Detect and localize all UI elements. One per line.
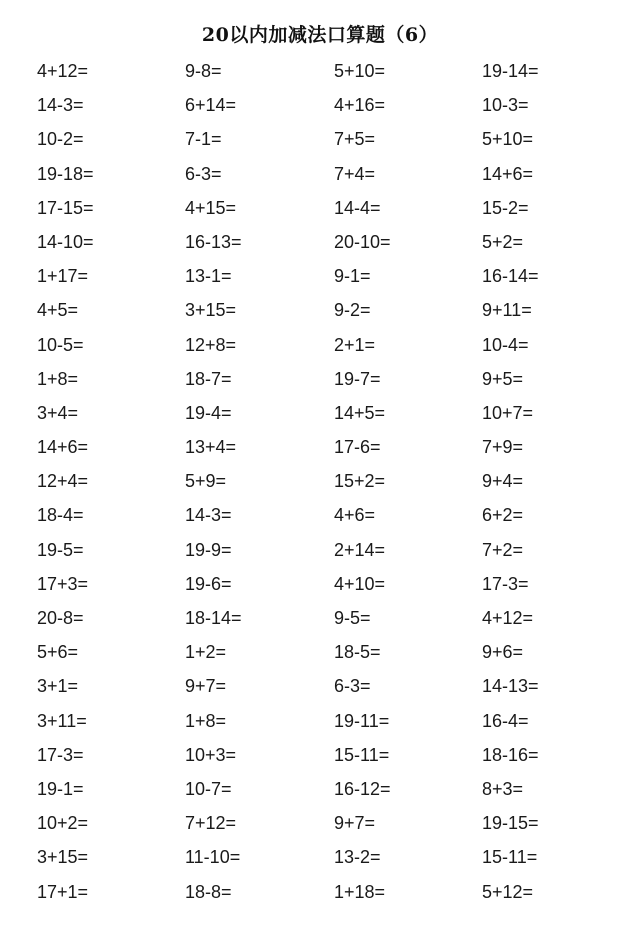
- problem-row: [0, 875, 640, 909]
- problem-item: 18-16=: [482, 744, 539, 765]
- problem-item: 3+15=: [185, 300, 237, 321]
- problem-item: 5+12=: [482, 881, 534, 902]
- problem-item: 3+15=: [37, 847, 89, 868]
- problem-item: 1+2=: [185, 642, 227, 663]
- problem-row: [0, 293, 640, 327]
- problem-item: 18-14=: [185, 608, 242, 628]
- problem-item: 19-5=: [37, 539, 84, 560]
- problem-row: [0, 806, 640, 840]
- problem-item: 17-6=: [334, 437, 381, 458]
- problem-row: [0, 328, 640, 362]
- problem-row: [0, 225, 640, 259]
- problem-item: 13-1=: [185, 266, 232, 287]
- problem-item: 5+2=: [482, 231, 524, 252]
- problem-item: 10+3=: [185, 744, 237, 765]
- problem-item: 10+7=: [482, 402, 534, 423]
- problem-item: 14-13=: [482, 676, 539, 697]
- problem-row: [0, 704, 640, 738]
- problem-item: 4+16=: [334, 95, 386, 116]
- problem-item: 18-7=: [185, 368, 232, 389]
- problem-item: 6+14=: [185, 95, 237, 116]
- problem-row: [0, 157, 640, 191]
- problem-item: 11-10=: [185, 847, 241, 868]
- problem-item: 5+9=: [185, 471, 227, 492]
- problem-item: 14+6=: [37, 437, 89, 458]
- problem-item: 1+17=: [37, 266, 89, 287]
- problem-row: [0, 396, 640, 430]
- problem-item: 4+5=: [37, 300, 79, 321]
- problem-item: 4+6=: [334, 505, 376, 526]
- problem-item: 17-15=: [37, 197, 94, 218]
- problem-item: 14-4=: [334, 197, 381, 218]
- problem-item: 19-6=: [185, 573, 232, 594]
- problem-item: 19-15=: [482, 813, 539, 834]
- problem-item: 10-3=: [482, 95, 529, 116]
- problem-item: 4+15=: [185, 197, 237, 218]
- problem-item: 16-13=: [185, 231, 242, 252]
- problem-item: 5+6=: [37, 642, 79, 663]
- problem-item: 1+8=: [37, 368, 79, 389]
- problem-item: 7+5=: [334, 129, 376, 150]
- problem-item: 15-11=: [482, 847, 538, 868]
- problem-item: 12+8=: [185, 334, 237, 355]
- problem-row: [0, 772, 640, 806]
- problem-item: 17-3=: [37, 744, 84, 765]
- problem-item: 9+4=: [482, 471, 524, 492]
- problem-item: 9-2=: [334, 300, 371, 321]
- problem-item: 17+3=: [37, 573, 89, 594]
- problem-item: 9+7=: [185, 676, 227, 697]
- problem-item: 19-9=: [185, 539, 232, 560]
- problem-item: 20-8=: [37, 608, 84, 628]
- problem-row: [0, 88, 640, 122]
- problem-item: 14+5=: [334, 402, 386, 423]
- problem-item: 10-7=: [185, 778, 232, 799]
- problem-item: 15+2=: [334, 471, 386, 492]
- problem-item: 14-3=: [185, 505, 232, 526]
- problem-item: 17+1=: [37, 881, 89, 902]
- problem-row: [0, 533, 640, 567]
- problem-item: 15-2=: [482, 197, 529, 218]
- problem-item: 5+10=: [482, 129, 534, 150]
- problem-row: [0, 601, 640, 635]
- problem-row: [0, 738, 640, 772]
- problem-row: [0, 669, 640, 703]
- worksheet-title: 20以内加减法口算题（6）: [201, 24, 439, 46]
- problem-item: 9+7=: [334, 813, 376, 834]
- problem-item: 15-11=: [334, 744, 390, 765]
- problem-item: 9-5=: [334, 608, 371, 628]
- problem-item: 6-3=: [185, 163, 222, 184]
- problem-row: [0, 430, 640, 464]
- problem-row: [0, 635, 640, 669]
- problem-row: [0, 567, 640, 601]
- problem-item: 18-8=: [185, 881, 232, 902]
- problem-item: 19-1=: [37, 778, 84, 799]
- problem-item: 19-14=: [482, 61, 539, 81]
- problem-item: 10+2=: [37, 813, 89, 834]
- problem-item: 7+12=: [185, 813, 237, 834]
- problem-grid: [0, 54, 640, 909]
- problem-item: 9-1=: [334, 266, 371, 287]
- problem-item: 19-4=: [185, 402, 232, 423]
- problem-row: [0, 54, 640, 88]
- problem-item: 4+12=: [37, 61, 89, 81]
- problem-item: 5+10=: [334, 61, 386, 81]
- problem-item: 4+12=: [482, 608, 534, 628]
- problem-row: [0, 259, 640, 293]
- problem-row: [0, 122, 640, 156]
- problem-item: 10-2=: [37, 129, 84, 150]
- problem-item: 13-2=: [334, 847, 381, 868]
- problem-item: 18-5=: [334, 642, 381, 663]
- problem-row: [0, 362, 640, 396]
- problem-item: 6-3=: [334, 676, 371, 697]
- problem-item: 3+11=: [37, 710, 87, 731]
- problem-item: 20-10=: [334, 231, 391, 252]
- problem-item: 18-4=: [37, 505, 84, 526]
- problem-item: 19-7=: [334, 368, 381, 389]
- problem-item: 12+4=: [37, 471, 89, 492]
- problem-item: 19-18=: [37, 163, 94, 184]
- problem-item: 16-14=: [482, 266, 539, 287]
- problem-item: 13+4=: [185, 437, 237, 458]
- problem-row: [0, 191, 640, 225]
- problem-item: 14-3=: [37, 95, 84, 116]
- problem-item: 6+2=: [482, 505, 524, 526]
- problem-item: 16-12=: [334, 778, 391, 799]
- problem-item: 9+5=: [482, 368, 524, 389]
- problem-item: 19-11=: [334, 710, 390, 731]
- problem-item: 16-4=: [482, 710, 529, 731]
- problem-item: 1+18=: [334, 881, 386, 902]
- problem-item: 8+3=: [482, 778, 524, 799]
- problem-item: 14+6=: [482, 163, 534, 184]
- problem-item: 2+1=: [334, 334, 376, 355]
- problem-item: 17-3=: [482, 573, 529, 594]
- problem-item: 7+4=: [334, 163, 376, 184]
- problem-item: 9+11=: [482, 300, 532, 321]
- problem-item: 14-10=: [37, 231, 94, 252]
- problem-item: 10-5=: [37, 334, 84, 355]
- problem-row: [0, 464, 640, 498]
- problem-row: [0, 840, 640, 874]
- problem-row: [0, 498, 640, 532]
- problem-item: 7+2=: [482, 539, 524, 560]
- problem-item: 7+9=: [482, 437, 524, 458]
- problem-item: 7-1=: [185, 129, 222, 150]
- problem-item: 3+4=: [37, 402, 79, 423]
- problem-item: 1+8=: [185, 710, 227, 731]
- problem-item: 9+6=: [482, 642, 524, 663]
- problem-item: 9-8=: [185, 61, 222, 81]
- problem-item: 10-4=: [482, 334, 529, 355]
- problem-item: 2+14=: [334, 539, 386, 560]
- problem-item: 4+10=: [334, 573, 386, 594]
- problem-item: 3+1=: [37, 676, 79, 697]
